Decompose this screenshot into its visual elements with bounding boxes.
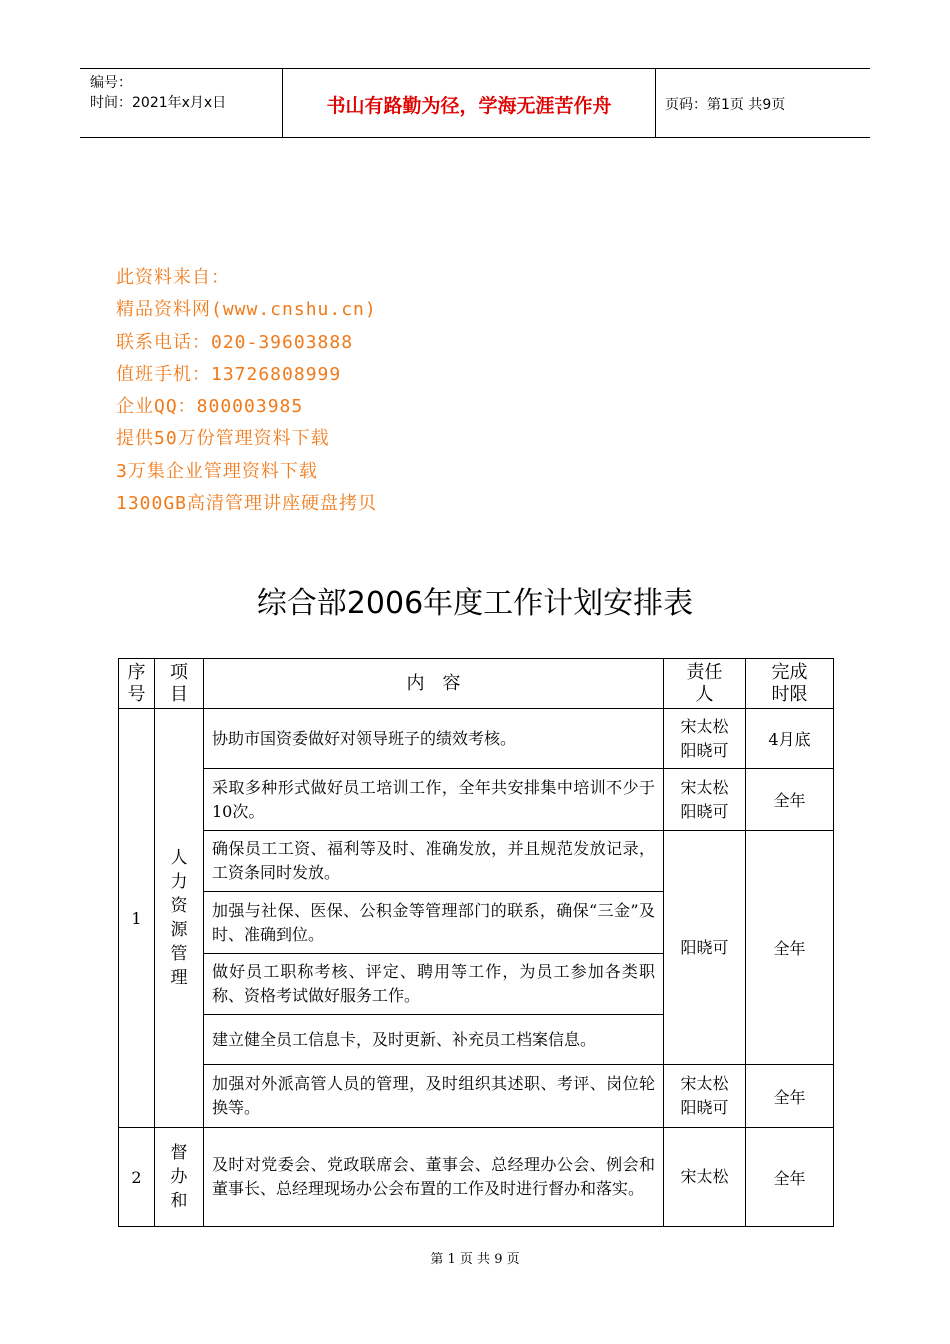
source-line: 值班手机：13726808999 — [116, 363, 342, 385]
item-cell: 人 力 资 源 管 理 — [155, 709, 204, 1128]
table-row — [119, 1128, 834, 1227]
content-cell: 及时对党委会、党政联席会、董事会、总经理办公会、例会和董事长、总经理现场办公会布置的工作及时进行督办和落实。 — [204, 1128, 664, 1227]
source-line: 此资料来自： — [116, 267, 230, 288]
content-cell: 确保员工工资、福利等及时、准确发放，并且规范发放记录，工资条同时发放。 — [204, 831, 664, 892]
table-row — [119, 1065, 834, 1128]
table-row — [119, 709, 834, 769]
deadline-cell: 全年 — [746, 769, 834, 831]
owner-cell: 宋太松 阳晓可 — [664, 1065, 746, 1128]
header-content: 内 容 — [204, 659, 664, 709]
seq-cell: 2 — [119, 1128, 155, 1227]
source-line: 精品资料网(www.cnshu.cn) — [116, 299, 377, 321]
header-page-number: 页码：第1页 共9页 — [665, 97, 786, 113]
source-line: 企业QQ：800003985 — [116, 396, 304, 418]
content-cell: 采取多种形式做好员工培训工作，全年共安排集中培训不少于10次。 — [204, 769, 664, 831]
table-header-row — [119, 659, 834, 709]
document-number: 编号： — [90, 75, 132, 91]
source-line: 提供50万份管理资料下载 — [116, 428, 330, 450]
content-cell: 协助市国资委做好对领导班子的绩效考核。 — [204, 709, 664, 769]
table-row — [119, 769, 834, 831]
deadline-cell: 4月底 — [746, 709, 834, 769]
document-title: 综合部2006年度工作计划安排表 — [256, 586, 694, 621]
source-line: 联系电话：020-39603888 — [116, 331, 354, 353]
deadline-cell: 全年 — [746, 1065, 834, 1128]
deadline-cell: 全年 — [746, 1128, 834, 1227]
content-cell: 做好员工职称考核、评定、聘用等工作，为员工参加各类职称、资格考试做好服务工作。 — [204, 954, 664, 1015]
owner-cell: 宋太松 阳晓可 — [664, 769, 746, 831]
content-cell: 加强与社保、医保、公积金等管理部门的联系，确保“三金”及时、准确到位。 — [204, 892, 664, 954]
owner-cell: 宋太松 — [664, 1128, 746, 1227]
source-line: 3万集企业管理资料下载 — [116, 460, 318, 482]
content-cell: 建立健全员工信息卡，及时更新、补充员工档案信息。 — [204, 1015, 664, 1065]
seq-cell: 1 — [119, 709, 155, 1128]
header-meta — [80, 69, 282, 137]
source-info — [116, 262, 377, 520]
table-row — [119, 831, 834, 892]
header-motto-cell — [282, 69, 656, 137]
owner-cell: 阳晓可 — [664, 831, 746, 1065]
content-cell: 加强对外派高管人员的管理，及时组织其述职、考评、岗位轮换等。 — [204, 1065, 664, 1128]
header-item: 项 目 — [155, 659, 204, 709]
source-line: 1300GB高清管理讲座硬盘拷贝 — [116, 493, 378, 515]
page-header — [80, 68, 870, 138]
deadline-cell: 全年 — [746, 831, 834, 1065]
header-motto: 书山有路勤为径，学海无涯苦作舟 — [326, 95, 612, 117]
header-owner: 责任 人 — [664, 659, 746, 709]
owner-cell: 宋太松 阳晓可 — [664, 709, 746, 769]
header-seq: 序 号 — [119, 659, 155, 709]
document-time: 时间：2021年x月x日 — [90, 95, 227, 111]
page-footer: 第 1 页 共 9 页 — [430, 1252, 520, 1267]
work-plan-table — [118, 658, 834, 1227]
item-cell: 督 办 和 — [155, 1128, 204, 1227]
header-deadline: 完成 时限 — [746, 659, 834, 709]
header-page-cell — [655, 69, 870, 137]
